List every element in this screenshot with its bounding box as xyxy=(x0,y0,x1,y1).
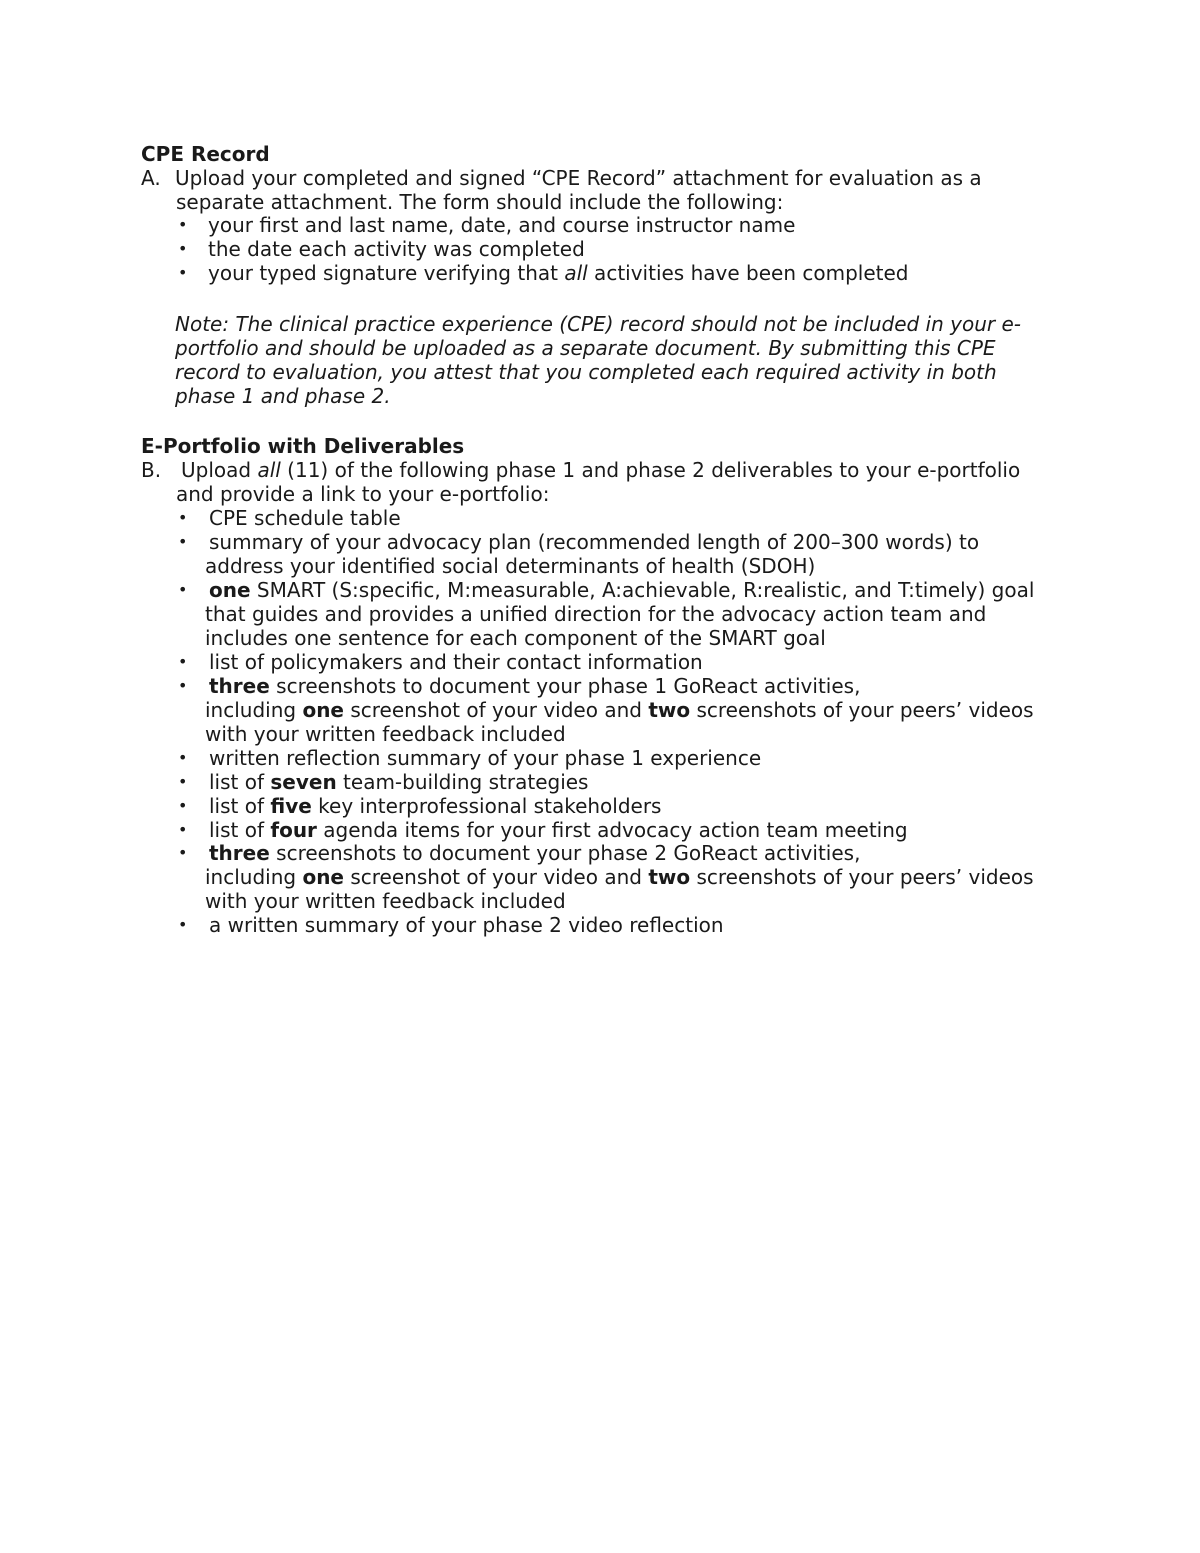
note-line-3: record to evaluation, you attest that you completed each required activity in both xyxy=(175,360,997,384)
bullet-text: your typed signature verifying that xyxy=(208,261,565,285)
deliverable-5-line-2 xyxy=(205,698,1034,722)
item-b-text: Upload xyxy=(181,458,258,482)
item-b-text: (11) of the following phase 1 and phase 2 deliverables to your e-portfolio xyxy=(280,458,1021,482)
bullet-marker: • xyxy=(178,843,188,862)
emphasis-count: one xyxy=(209,578,251,602)
cpe-bullet-3 xyxy=(208,261,908,285)
deliverable-4: list of policymakers and their contact information xyxy=(209,650,703,674)
emphasis-count: seven xyxy=(270,770,337,794)
item-a-line-1: Upload your completed and signed “CPE Record” attachment for evaluation as a xyxy=(175,166,982,190)
deliverable-10-line-1 xyxy=(209,841,860,865)
bullet-marker: • xyxy=(178,676,188,695)
bullet-marker: • xyxy=(178,772,188,791)
deliverable-text: team-building strategies xyxy=(336,770,589,794)
bullet-marker: • xyxy=(178,263,188,282)
deliverable-text: key interprofessional stakeholders xyxy=(311,794,662,818)
cpe-bullet-1: your first and last name, date, and course instructor name xyxy=(208,213,796,237)
eportfolio-heading: E-Portfolio with Deliverables xyxy=(141,434,465,458)
bullet-marker: • xyxy=(178,215,188,234)
note-line-1: Note: The clinical practice experience (CPE) record should not be included in your e- xyxy=(175,312,1021,336)
emphasis-all: all xyxy=(257,458,281,482)
note-line-4: phase 1 and phase 2. xyxy=(175,384,391,408)
deliverable-10-line-2 xyxy=(205,865,1034,889)
deliverable-text: screenshot of your video and xyxy=(344,698,649,722)
deliverable-text: list of xyxy=(209,818,271,842)
bullet-marker: • xyxy=(178,532,188,551)
item-b-line-1 xyxy=(181,458,1020,482)
deliverable-2-line-1: summary of your advocacy plan (recommended length of 200–300 words) to xyxy=(209,530,980,554)
emphasis-count: five xyxy=(270,794,312,818)
item-b-line-2: and provide a link to your e-portfolio: xyxy=(176,482,550,506)
emphasis-count: three xyxy=(209,841,270,865)
emphasis-count: two xyxy=(648,698,691,722)
deliverable-text: including xyxy=(205,698,303,722)
deliverable-3-line-2: that guides and provides a unified direction for the advocacy action team and xyxy=(205,602,987,626)
emphasis-count: one xyxy=(302,865,344,889)
deliverable-text: screenshots to document your phase 1 GoReact activities, xyxy=(269,674,861,698)
cpe-bullet-2: the date each activity was completed xyxy=(208,237,585,261)
item-b-marker: B. xyxy=(141,458,162,482)
deliverable-text: including xyxy=(205,865,303,889)
deliverable-10-line-3: with your written feedback included xyxy=(205,889,566,913)
deliverable-6: written reflection summary of your phase 1 experience xyxy=(209,746,762,770)
deliverable-text: screenshots to document your phase 2 GoReact activities, xyxy=(269,841,861,865)
deliverable-text: list of xyxy=(209,794,271,818)
item-a-marker: A. xyxy=(141,166,161,190)
deliverable-3-line-3: includes one sentence for each component of the SMART goal xyxy=(205,626,826,650)
bullet-marker: • xyxy=(178,652,188,671)
deliverable-3-line-1 xyxy=(209,578,1034,602)
emphasis-count: three xyxy=(209,674,270,698)
deliverable-text: SMART (S:specific, M:measurable, A:achievable, R:realistic, and T:timely) goal xyxy=(250,578,1035,602)
deliverable-text: list of xyxy=(209,770,271,794)
deliverable-2-line-2: address your identified social determinants of health (SDOH) xyxy=(205,554,816,578)
item-a-line-2: separate attachment. The form should include the following: xyxy=(176,190,784,214)
bullet-text: activities have been completed xyxy=(587,261,909,285)
deliverable-text: screenshot of your video and xyxy=(344,865,649,889)
emphasis-count: four xyxy=(270,818,317,842)
cpe-record-heading: CPE Record xyxy=(141,142,270,166)
bullet-marker: • xyxy=(178,239,188,258)
bullet-marker: • xyxy=(178,915,188,934)
bullet-marker: • xyxy=(178,820,188,839)
bullet-marker: • xyxy=(178,796,188,815)
bullet-marker: • xyxy=(178,748,188,767)
bullet-marker: • xyxy=(178,580,188,599)
deliverable-1: CPE schedule table xyxy=(209,506,401,530)
deliverable-8 xyxy=(209,794,661,818)
deliverable-9 xyxy=(209,818,908,842)
deliverable-11: a written summary of your phase 2 video reflection xyxy=(209,913,724,937)
deliverable-7 xyxy=(209,770,588,794)
deliverable-text: screenshots of your peers’ videos xyxy=(690,865,1034,889)
deliverable-5-line-1 xyxy=(209,674,860,698)
bullet-marker: • xyxy=(178,508,188,527)
deliverable-text: agenda items for your first advocacy action team meeting xyxy=(316,818,908,842)
note-line-2: portfolio and should be uploaded as a separate document. By submitting this CPE xyxy=(175,336,996,360)
emphasis-count: one xyxy=(302,698,344,722)
deliverable-text: screenshots of your peers’ videos xyxy=(690,698,1034,722)
emphasis-count: two xyxy=(648,865,691,889)
emphasis-all: all xyxy=(564,261,588,285)
deliverable-5-line-3: with your written feedback included xyxy=(205,722,566,746)
